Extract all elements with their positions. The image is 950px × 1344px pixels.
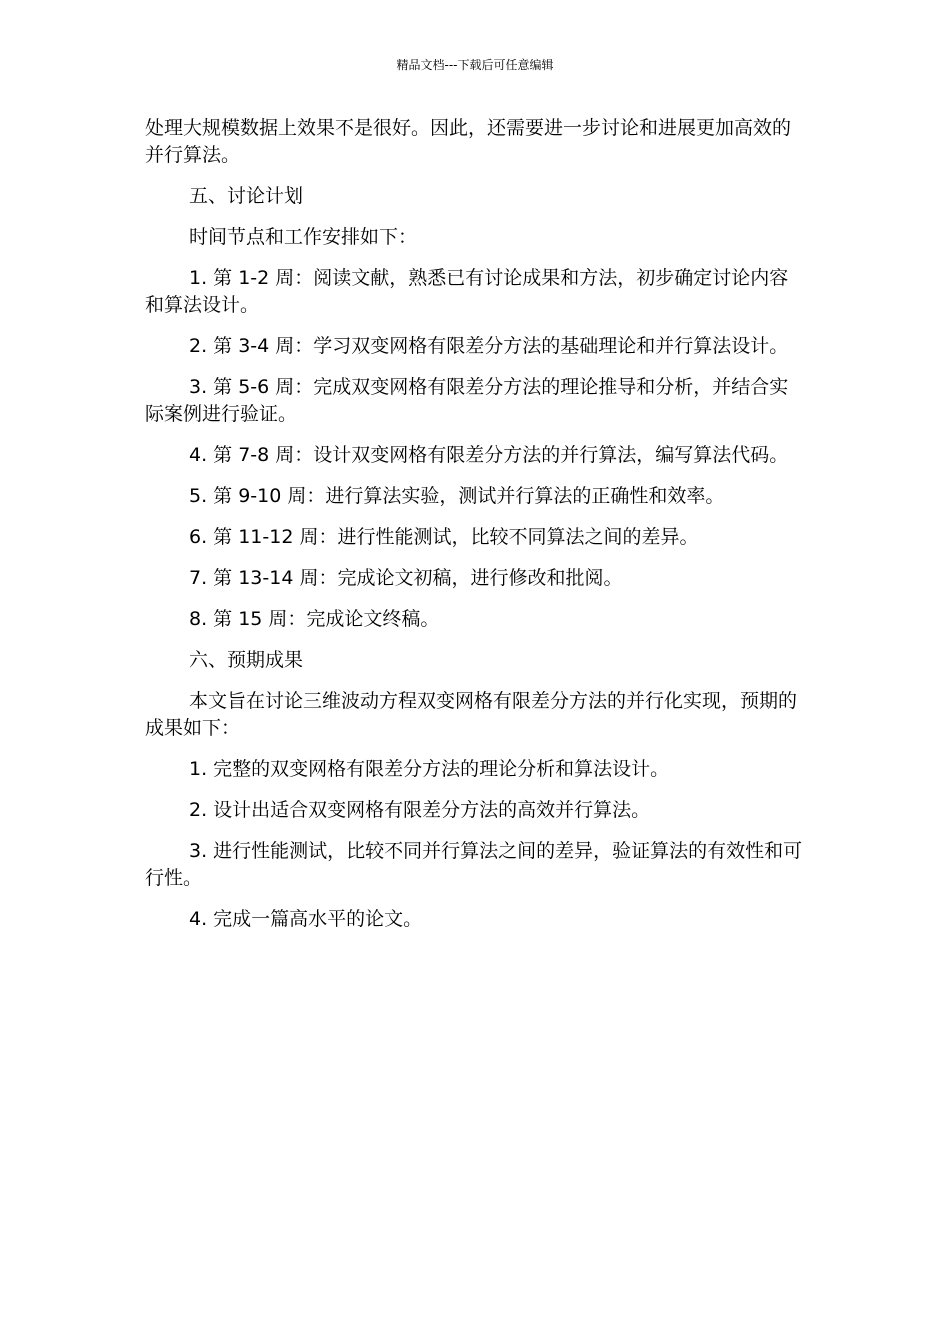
plan-list-item: 5. 第 9-10 周：进行算法实验，测试并行算法的正确性和效率。 bbox=[189, 485, 725, 507]
document-body bbox=[145, 115, 805, 947]
results-intro-paragraph: 本文旨在讨论三维波动方程双变网格有限差分方法的并行化实现，预期的成果如下： bbox=[145, 690, 798, 739]
result-list-item: 2. 设计出适合双变网格有限差分方法的高效并行算法。 bbox=[189, 799, 651, 821]
plan-list-item: 6. 第 11-12 周：进行性能测试，比较不同算法之间的差异。 bbox=[189, 526, 699, 548]
plan-list-item: 8. 第 15 周：完成论文终稿。 bbox=[189, 608, 440, 630]
plan-list-item: 4. 第 7-8 周：设计双变网格有限差分方法的并行算法，编写算法代码。 bbox=[189, 444, 789, 466]
plan-list-item: 7. 第 13-14 周：完成论文初稿，进行修改和批阅。 bbox=[189, 567, 623, 589]
result-list-item: 3. 进行性能测试，比较不同并行算法之间的差异，验证算法的有效性和可行性。 bbox=[145, 840, 803, 889]
section-heading-plan: 五、讨论计划 bbox=[189, 185, 304, 207]
section-heading-results: 六、预期成果 bbox=[189, 649, 304, 671]
plan-list-item: 1. 第 1-2 周：阅读文献，熟悉已有讨论成果和方法，初步确定讨论内容和算法设计。 bbox=[145, 267, 789, 316]
page-header: 精品文档---下载后可任意编辑 bbox=[396, 58, 554, 72]
plan-intro-paragraph: 时间节点和工作安排如下： bbox=[189, 226, 418, 248]
result-list-item: 1. 完整的双变网格有限差分方法的理论分析和算法设计。 bbox=[189, 758, 670, 780]
plan-list-item: 3. 第 5-6 周：完成双变网格有限差分方法的理论推导和分析，并结合实际案例进行验证。 bbox=[145, 376, 789, 425]
result-list-item: 4. 完成一篇高水平的论文。 bbox=[189, 908, 423, 930]
intro-paragraph: 处理大规模数据上效果不是很好。因此，还需要进一步讨论和进展更加高效的并行算法。 bbox=[145, 117, 792, 166]
plan-list-item: 2. 第 3-4 周：学习双变网格有限差分方法的基础理论和并行算法设计。 bbox=[189, 335, 789, 357]
